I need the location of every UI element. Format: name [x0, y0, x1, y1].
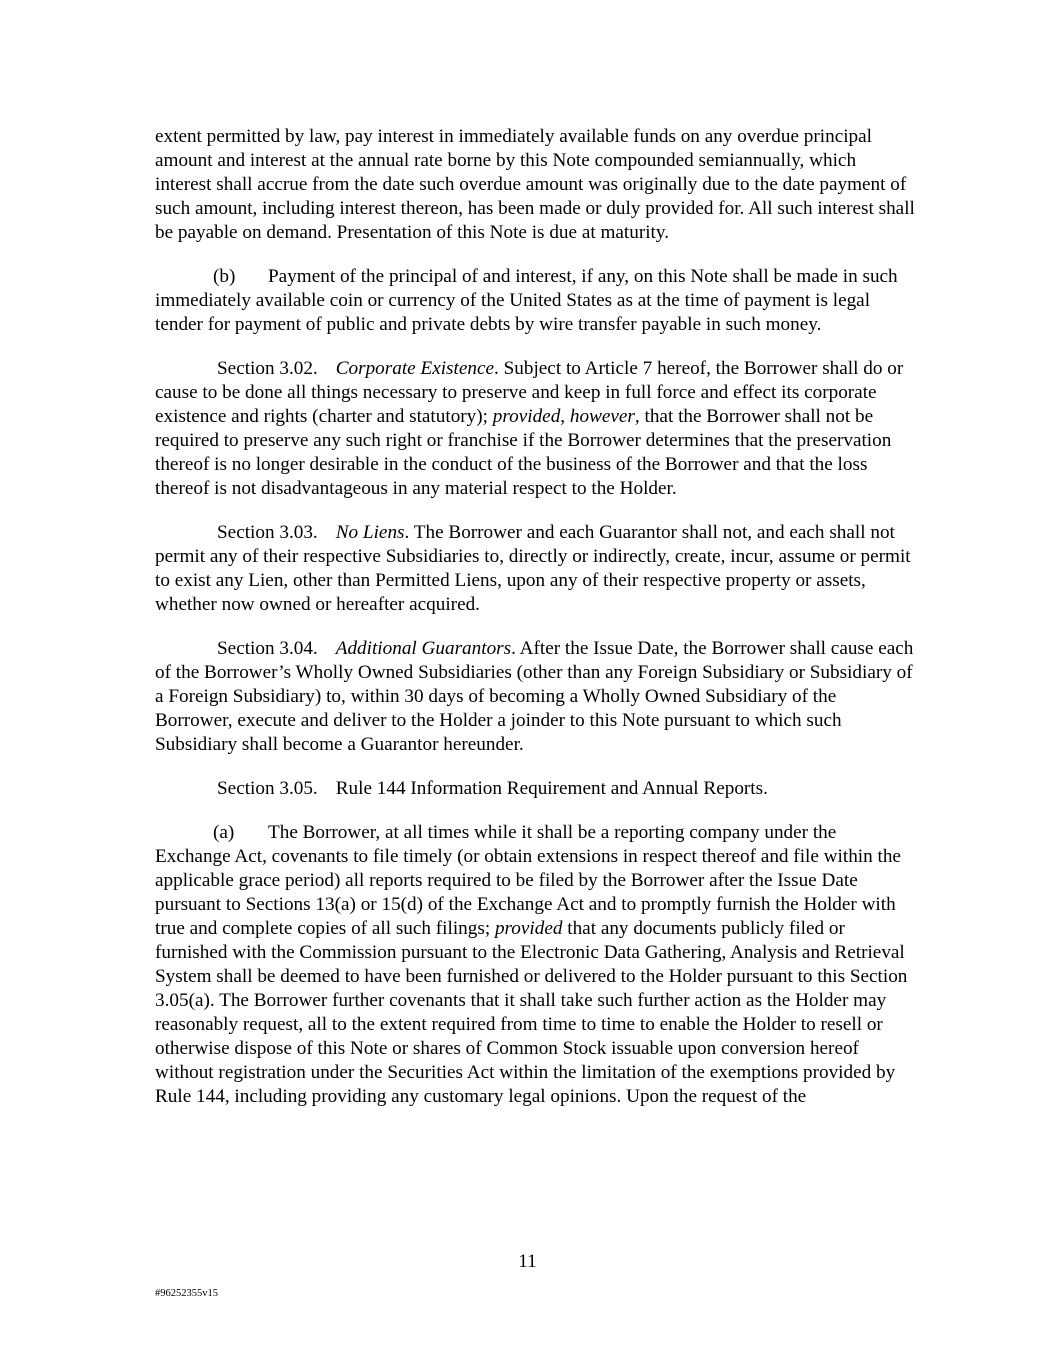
- paragraph-text: extent permitted by law, pay interest in immediately available funds on any overdue principal amount and interest at the annual rate borne by this Note compounded semiannually, which interest shall accrue from the date such overdue amount was originally due to the date payment of such amount, including interest thereon, has been made or duly provided for. All such interest shall be payable on demand. Presentation of this Note is due at maturity.: [155, 126, 915, 243]
- item-marker-a: (a): [213, 822, 235, 843]
- section-text: , that the Borrower shall not be required to preserve any such right or franchise if the Borrower determines that the preservation thereof is no longer desirable in the conduct of the business of the Borrower and that the loss thereof is not disadvantageous in any material respect to the Holder.: [155, 406, 892, 499]
- section-number: Section 3.05.: [217, 778, 318, 799]
- section-title: Rule 144 Information Requirement and Annual Reports.: [335, 778, 768, 799]
- section-text: . The Borrower and each Guarantor shall not, and each shall not permit any of their respective Subsidiaries to, directly or indirectly, create, incur, assume or permit to exist any Lien, other than Permitted Liens, upon any of their respective property or assets, whether now owned or hereafter acquired.: [155, 522, 911, 615]
- item-marker-b: (b): [213, 266, 236, 287]
- section-3-03: [155, 521, 915, 617]
- section-text: . After the Issue Date, the Borrower shall cause each of the Borrower’s Wholly Owned Subsidiaries (other than any Foreign Subsidiary or Subsidiary of a Foreign Subsidiary) to, within 30 days of becoming a Wholly Owned Subsidiary of the Borrower, execute and deliver to the Holder a joinder to this Note pursuant to which such Subsidiary shall become a Guarantor hereunder.: [155, 638, 914, 755]
- paragraph-text: that any documents publicly filed or furnished with the Commission pursuant to the Electronic Data Gathering, Analysis and Retrieval System shall be deemed to have been furnished or delivered to the Holder pursuant to this Section 3.05(a). The Borrower further covenants that it shall take such further action as the Holder may reasonably request, all to the extent required from time to time to enable the Holder to resell or otherwise dispose of this Note or shares of Common Stock issuable upon conversion hereof without registration under the Securities Act within the limitation of the exemptions provided by Rule 144, including providing any customary legal opinions. Upon the request of the: [155, 918, 908, 1107]
- paragraph-text: Payment of the principal of and interest, if any, on this Note shall be made in such immediately available coin or currency of the United States as at the time of payment is legal tender for payment of public and private debts by wire transfer payable in such money.: [155, 266, 898, 335]
- section-3-04: [155, 637, 915, 757]
- section-title: Corporate Existence: [335, 358, 494, 379]
- paragraph-item-a: [155, 821, 915, 1109]
- paragraph-text: The Borrower, at all times while it shall be a reporting company under the Exchange Act, covenants to file timely (or obtain extensions in respect thereof and file within the applicable grace period) all reports required to be filed by the Borrower after the Issue Date pursuant to Sections 13(a) or 15(d) of the Exchange Act and to promptly furnish the Holder with true and complete copies of all such filings;: [155, 822, 901, 939]
- page-number: 11: [518, 1251, 537, 1272]
- paragraph-item-b: [155, 265, 915, 337]
- section-number: Section 3.04.: [217, 638, 318, 659]
- emphasis-provided: provided: [492, 406, 561, 427]
- emphasis-however: however: [569, 406, 635, 427]
- document-body: [155, 125, 915, 1129]
- emphasis-provided: provided: [494, 918, 563, 939]
- section-title: No Liens: [335, 522, 405, 543]
- section-3-02: [155, 357, 915, 501]
- section-number: Section 3.02.: [217, 358, 318, 379]
- section-number: Section 3.03.: [217, 522, 318, 543]
- section-3-05: [155, 777, 915, 801]
- document-id: #96252355v15: [155, 1288, 218, 1299]
- paragraph-continued: [155, 125, 915, 245]
- section-title: Additional Guarantors: [335, 638, 512, 659]
- section-text: . Subject to Article 7 hereof, the Borrower shall do or cause to be done all things necessary to preserve and keep in full force and effect its corporate existence and rights (charter and statutory);: [155, 358, 904, 427]
- punctuation: ,: [560, 406, 570, 427]
